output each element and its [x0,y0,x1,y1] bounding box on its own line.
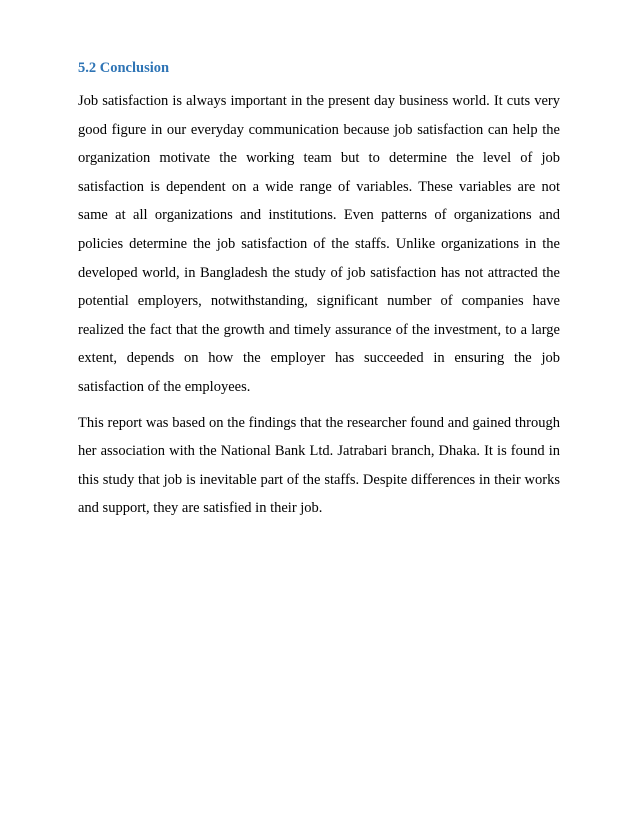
conclusion-paragraph-2: This report was based on the findings that the researcher found and gained through her association with the National Bank Ltd. Jatrabari branch, Dhaka. It is found in this study that job is inevitable part of the staffs. Despite differences in their works and support, they are satisfied in their job. [78,414,560,517]
section-heading: 5.2 Conclusion [78,60,170,76]
document-body [78,55,560,530]
conclusion-paragraph-1: Job satisfaction is always important in the present day business world. It cuts very good figure in our everyday communication because job satisfaction can help the organization motivate the working team but to determine the level of job satisfaction is dependent on a wide range of variables. These variables are not same at all organizations and institutions. Even patterns of organizations and policies determine the job satisfaction of the staffs. Unlike organizations in the developed world, in Bangladesh the study of job satisfaction has not attracted the potential employers, notwithstanding, significant number of companies have realized the fact that the growth and timely assurance of the investment, to a large extent, depends on how the employer has succeeded in ensuring the job satisfaction of the employees. [78,93,560,395]
